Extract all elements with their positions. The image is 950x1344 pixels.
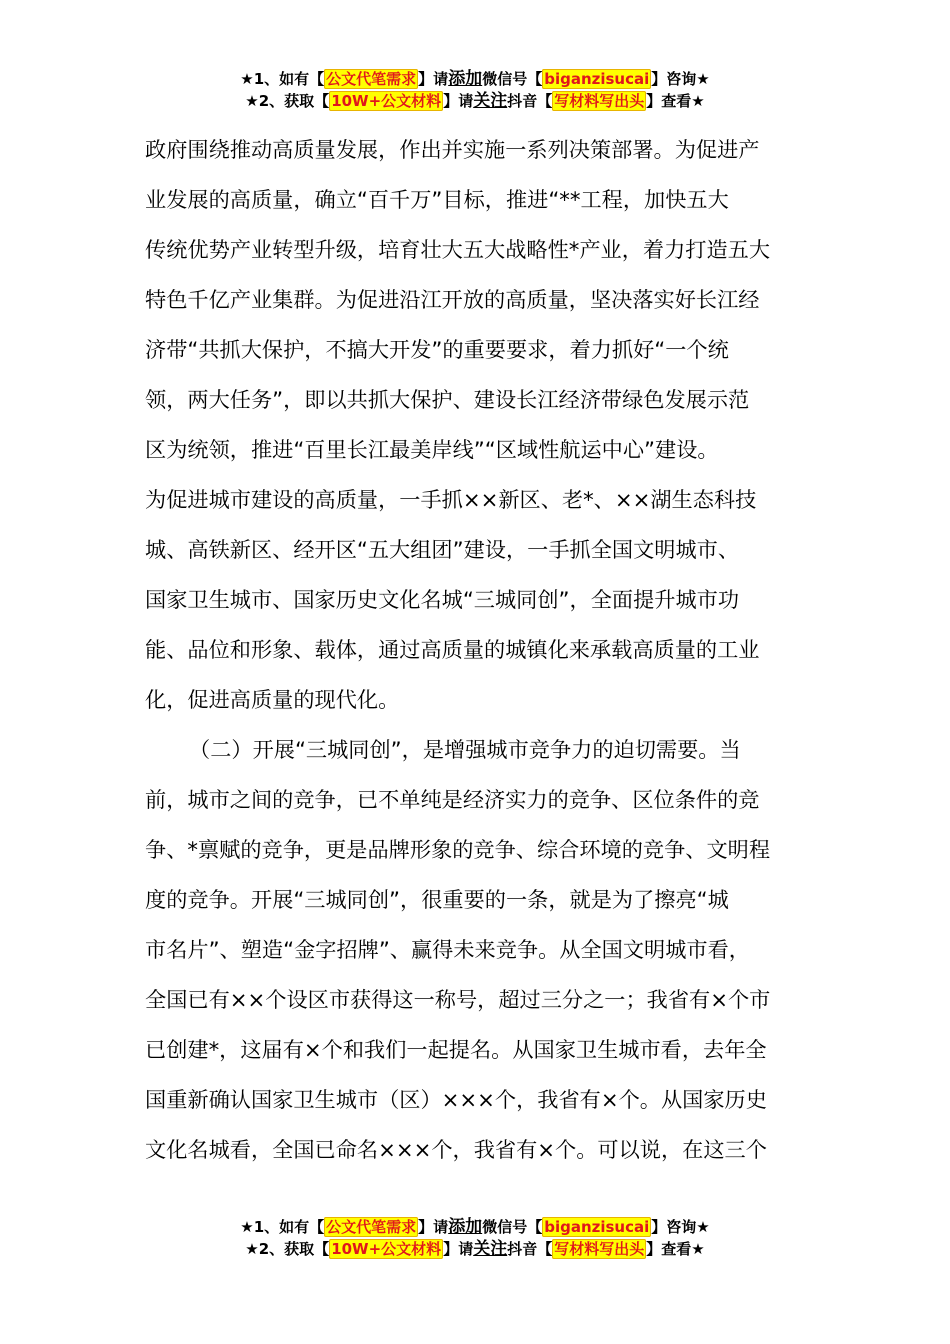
- banner-highlight: 公文代笔需求: [326, 70, 417, 88]
- banner-line-1: [0, 68, 950, 90]
- banner-highlight: biganzisucai: [544, 1218, 650, 1236]
- document-body: [145, 125, 810, 1175]
- body-line: 业发展的高质量，确立“百千万”目标，推进“**工程，加快五大: [145, 187, 729, 212]
- banner-highlight: 公文代笔需求: [326, 1218, 417, 1236]
- banner-underline: 添加: [448, 1217, 483, 1237]
- banner-text: ★1、如有【: [240, 1218, 325, 1236]
- body-line: 济带“共抓大保护，不搞大开发”的重要要求，着力抓好“一个统: [145, 337, 729, 362]
- body-line: 区为统领，推进“百里长江最美岸线”“区域性航运中心”建设。: [145, 437, 719, 462]
- header-banner: [0, 68, 950, 112]
- banner-text: 】请: [443, 92, 474, 110]
- body-line: 为促进城市建设的高质量，一手抓××新区、老*、××湖生态科技: [145, 487, 757, 512]
- body-line: 政府围绕推动高质量发展，作出并实施一系列决策部署。为促进产: [145, 137, 760, 162]
- body-line: 能、品位和形象、载体，通过高质量的城镇化来承载高质量的工业: [145, 637, 760, 662]
- banner-text: ★2、获取【: [245, 1240, 330, 1258]
- footer-banner: [0, 1216, 950, 1260]
- banner-text: 】查看★: [646, 1240, 705, 1258]
- banner-text: 】请: [443, 1240, 474, 1258]
- banner-underline: 关注: [473, 91, 508, 111]
- banner-text: 】请: [418, 70, 449, 88]
- banner-text: 】咨询★: [651, 70, 710, 88]
- body-line: 全国已有××个设区市获得这一称号，超过三分之一；我省有×个市: [145, 987, 771, 1012]
- banner-text: 微信号【: [482, 1218, 543, 1236]
- body-line: 争、*禀赋的竞争，更是品牌形象的竞争、综合环境的竞争、文明程: [145, 837, 771, 862]
- banner-text: 】咨询★: [651, 1218, 710, 1236]
- banner-text: 抖音【: [507, 92, 553, 110]
- banner-text: ★1、如有【: [240, 70, 325, 88]
- body-line: 市名片”、塑造“金字招牌”、赢得未来竞争。从全国文明城市看，: [145, 937, 750, 962]
- banner-line-2: [0, 1238, 950, 1260]
- banner-text: 】请: [418, 1218, 449, 1236]
- body-line: 国家卫生城市、国家历史文化名城“三城同创”，全面提升城市功: [145, 587, 740, 612]
- banner-highlight: 写材料写出头: [554, 1240, 645, 1258]
- banner-highlight: 写材料写出头: [554, 92, 645, 110]
- body-line: 前，城市之间的竞争，已不单纯是经济实力的竞争、区位条件的竞: [145, 787, 760, 812]
- banner-highlight: biganzisucai: [544, 70, 650, 88]
- banner-highlight: 10W+公文材料: [331, 92, 442, 110]
- body-line: 城、高铁新区、经开区“五大组团”建设，一手抓全国文明城市、: [145, 537, 740, 562]
- body-line: 特色千亿产业集群。为促进沿江开放的高质量，坚决落实好长江经: [145, 287, 760, 312]
- banner-text: 】查看★: [646, 92, 705, 110]
- banner-line-1: [0, 1216, 950, 1238]
- banner-underline: 添加: [448, 69, 483, 89]
- body-line: 化，促进高质量的现代化。: [145, 687, 400, 712]
- body-line: 文化名城看，全国已命名×××个，我省有×个。可以说，在这三个: [145, 1137, 767, 1162]
- banner-highlight: 10W+公文材料: [331, 1240, 442, 1258]
- banner-text: ★2、获取【: [245, 92, 330, 110]
- banner-line-2: [0, 90, 950, 112]
- body-line: 国重新确认国家卫生城市（区）×××个，我省有×个。从国家历史: [145, 1087, 767, 1112]
- body-line: 度的竞争。开展“三城同创”，很重要的一条，就是为了擦亮“城: [145, 887, 729, 912]
- banner-underline: 关注: [473, 1239, 508, 1259]
- body-line: 已创建*，这届有×个和我们一起提名。从国家卫生城市看，去年全: [145, 1037, 767, 1062]
- banner-text: 微信号【: [482, 70, 543, 88]
- banner-text: 抖音【: [507, 1240, 553, 1258]
- body-line: 领，两大任务”，即以共抓大保护、建设长江经济带绿色发展示范: [145, 387, 750, 412]
- body-line: 传统优势产业转型升级，培育壮大五大战略性*产业，着力打造五大: [145, 237, 771, 262]
- section-heading-line: （二）开展“三城同创”，是增强城市竞争力的迫切需要。当: [189, 737, 741, 762]
